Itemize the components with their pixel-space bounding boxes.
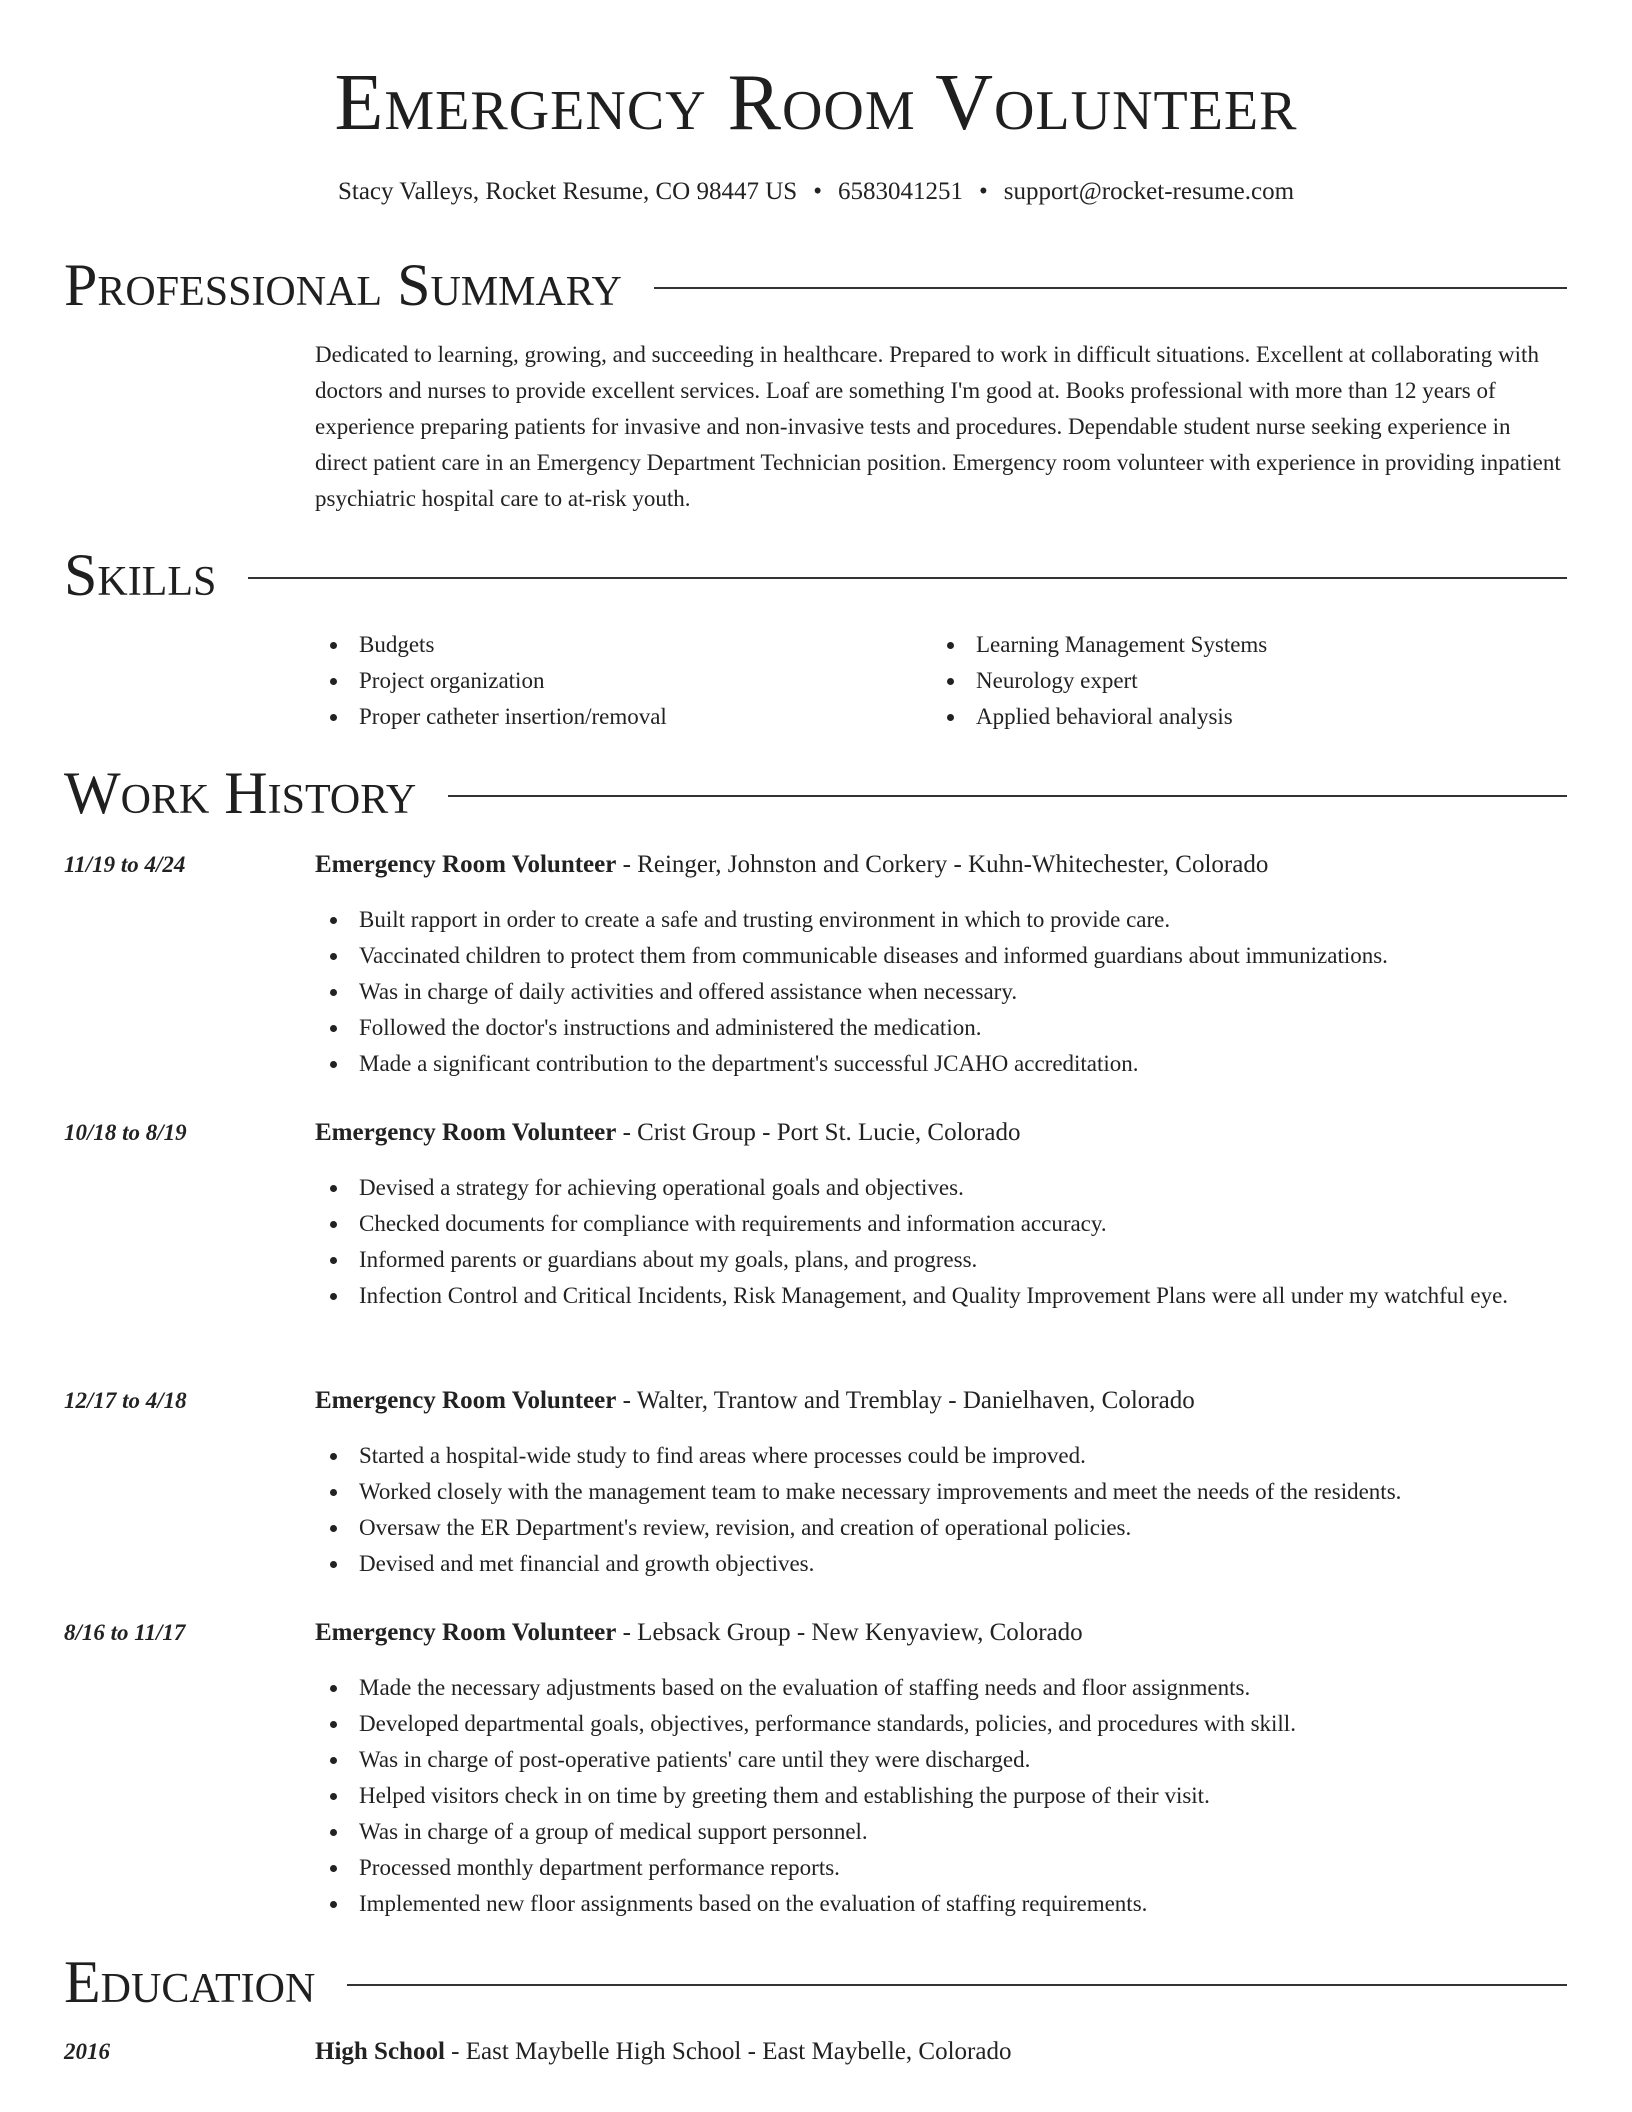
section-divider [448, 795, 1567, 797]
job-responsibilities [315, 1170, 1567, 1314]
section-divider [654, 287, 1567, 289]
job-employer-location: - Reinger, Johnston and Corkery - Kuhn-Whitechester, Colorado [616, 851, 1269, 878]
section-header-skills [64, 543, 1567, 607]
job-title: Emergency Room Volunteer [315, 1119, 617, 1146]
responsibility-item: Was in charge of a group of medical support personnel. [315, 1814, 1567, 1850]
education-school-location: - East Maybelle High School - East Maybelle, Colorado [444, 2038, 1012, 2065]
job-title: Emergency Room Volunteer [315, 1619, 617, 1646]
responsibility-item: Was in charge of daily activities and offered assistance when necessary. [315, 974, 1567, 1010]
section-title-education: Education [64, 1949, 316, 2015]
responsibility-item: Made a significant contribution to the department's successful JCAHO accreditation. [315, 1046, 1567, 1082]
job-dates: 10/18 to 8/19 [64, 1120, 187, 1145]
job-employer-location: - Lebsack Group - New Kenyaview, Colorado [616, 1619, 1083, 1646]
job-heading [315, 1117, 1020, 1149]
resume-name: Emergency Room Volunteer [334, 59, 1298, 147]
skill-item: Learning Management Systems [932, 627, 1532, 663]
responsibility-item: Processed monthly department performance reports. [315, 1850, 1567, 1886]
responsibility-item: Developed departmental goals, objectives, performance standards, policies, and procedures with skill. [315, 1706, 1567, 1742]
responsibility-item: Followed the doctor's instructions and administered the medication. [315, 1010, 1567, 1046]
responsibility-item: Devised a strategy for achieving operational goals and objectives. [315, 1170, 1567, 1206]
responsibility-item: Was in charge of post-operative patients' care until they were discharged. [315, 1742, 1567, 1778]
job-employer-location: - Crist Group - Port St. Lucie, Colorado [616, 1119, 1021, 1146]
skill-item: Neurology expert [932, 663, 1532, 699]
contact-phone: 6583041251 [837, 178, 963, 205]
job-responsibilities [315, 902, 1567, 1082]
job-heading [315, 1385, 1195, 1417]
responsibility-item: Infection Control and Critical Incidents, Risk Management, and Quality Improvement Plans were all under my watchful eye. [315, 1278, 1567, 1314]
responsibility-item: Started a hospital-wide study to find areas where processes could be improved. [315, 1438, 1567, 1474]
contact-email: support@rocket-resume.com [1003, 178, 1295, 205]
section-title-summary: Professional Summary [64, 252, 622, 318]
responsibility-item: Implemented new floor assignments based on the evaluation of staffing requirements. [315, 1886, 1567, 1922]
contact-separator: • [813, 178, 822, 205]
responsibility-item: Made the necessary adjustments based on the evaluation of staffing needs and floor assignments. [315, 1670, 1567, 1706]
responsibility-item: Built rapport in order to create a safe and trusting environment in which to provide care. [315, 902, 1567, 938]
education-heading [315, 2036, 1011, 2068]
education-degree: High School [315, 2038, 445, 2065]
contact-address: Stacy Valleys, Rocket Resume, CO 98447 US [337, 178, 798, 205]
skills-list-left [315, 627, 915, 735]
job-title: Emergency Room Volunteer [315, 1387, 617, 1414]
education-year: 2016 [64, 2039, 110, 2064]
responsibility-item: Informed parents or guardians about my goals, plans, and progress. [315, 1242, 1567, 1278]
section-header-summary [64, 253, 1567, 317]
skill-item: Proper catheter insertion/removal [315, 699, 915, 735]
section-divider [347, 1984, 1567, 1986]
job-heading [315, 1617, 1083, 1649]
section-title-work-history: Work History [64, 760, 417, 826]
contact-line [0, 176, 1632, 208]
responsibility-item: Vaccinated children to protect them from communicable diseases and informed guardians about immunizations. [315, 938, 1567, 974]
responsibility-item: Worked closely with the management team to make necessary improvements and meet the needs of the residents. [315, 1474, 1567, 1510]
contact-separator: • [978, 178, 988, 205]
job-dates: 8/16 to 11/17 [64, 1620, 186, 1645]
section-header-education [64, 1950, 1567, 2014]
skills-list-right [932, 627, 1532, 735]
responsibility-item: Checked documents for compliance with requirements and information accuracy. [315, 1206, 1567, 1242]
responsibility-item: Helped visitors check in on time by greeting them and establishing the purpose of their visit. [315, 1778, 1567, 1814]
skill-item: Budgets [315, 627, 915, 663]
job-dates: 12/17 to 4/18 [64, 1388, 187, 1413]
job-dates: 11/19 to 4/24 [64, 852, 186, 877]
job-responsibilities [315, 1438, 1567, 1582]
section-divider [248, 577, 1567, 579]
job-heading [315, 849, 1268, 881]
skill-item: Project organization [315, 663, 915, 699]
section-title-skills: Skills [64, 542, 217, 608]
section-header-work-history [64, 761, 1567, 825]
responsibility-item: Devised and met financial and growth objectives. [315, 1546, 1567, 1582]
job-employer-location: - Walter, Trantow and Tremblay - Danielhaven, Colorado [616, 1387, 1195, 1414]
skill-item: Applied behavioral analysis [932, 699, 1532, 735]
job-title: Emergency Room Volunteer [315, 851, 617, 878]
summary-text: Dedicated to learning, growing, and succeeding in healthcare. Prepared to work in difficult situations. Excellent at collaborating with doctors and nurses to provide excellent services. Loaf are something I'm good at. Books professional with more than 12 years of experience preparing patients for invasive and non-invasive tests and procedures. Dependable student nurse seeking experience in direct patient care in an Emergency Department Technician position. Emergency room volunteer with experience in providing inpatient psychiatric hospital care to at-risk youth. [315, 342, 1561, 511]
job-responsibilities [315, 1670, 1567, 1922]
responsibility-item: Oversaw the ER Department's review, revision, and creation of operational policies. [315, 1510, 1567, 1546]
